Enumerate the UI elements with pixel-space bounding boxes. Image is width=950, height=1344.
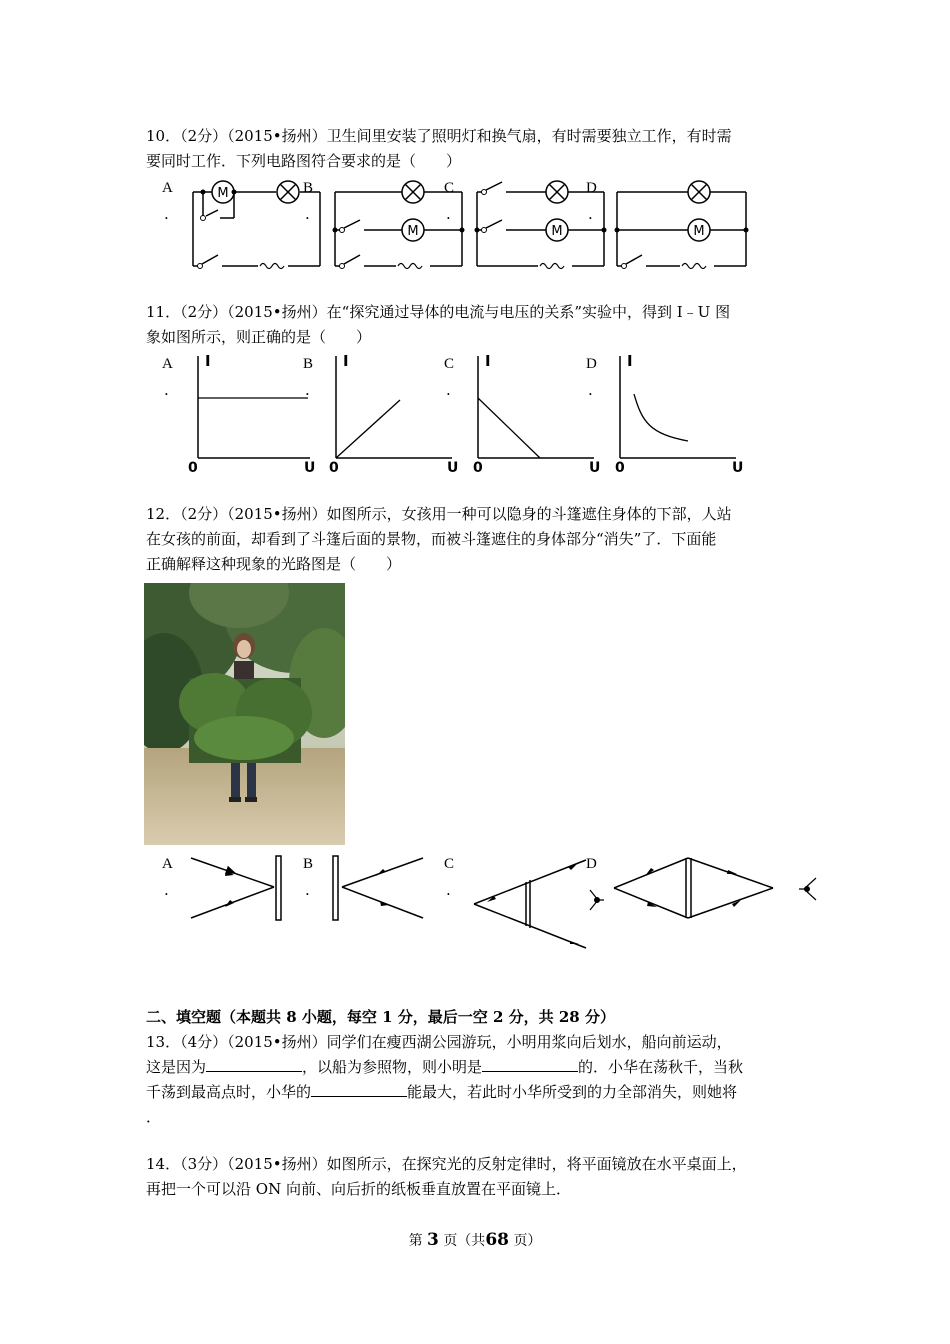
q12-option-a-label: A [162,856,173,872]
page-footer [0,1230,950,1250]
q10-option-b-label: B [303,180,314,196]
q13-text-2c: 的．小华在荡秋千，当秋 [578,1058,744,1076]
q11-graph-c [468,350,603,475]
q11-b-x-label: U [447,460,459,475]
q14-stem [146,1152,806,1202]
footer-total-pages: 68 [485,1230,509,1250]
q12-light-path-c [468,852,598,950]
q13-text-2b: ，以船为参照物，则小明是 [302,1058,483,1076]
q11-stem [146,300,806,350]
q13-blank-2[interactable] [482,1056,578,1072]
q12-option-b-label: B [303,856,314,872]
q11-a-origin: 0 [188,460,198,475]
q10-option-d-dot: . [588,205,593,223]
q10-option-a-label: A [162,180,173,196]
q13-text-3b: 能最大，若此时小华所受到的力全部消失，则她将 [407,1083,738,1101]
invisibility-cloak-photo [144,583,345,845]
q12-line2: 在女孩的前面，却看到了斗篷后面的景物，而被斗篷遮住的身体部分“消失”了．下面能 [146,530,717,548]
q13-line1: 13．（4分）（2015•扬州）同学们在瘦西湖公园游玩，小明用浆向后划水，船向前运动， [146,1033,732,1051]
q11-b-y-label: I [343,352,349,370]
footer-prefix: 第 [408,1233,423,1249]
q10-circuit-c [472,180,612,270]
q11-a-x-label: U [304,460,316,475]
q14-line2: 再把一个可以沿 ON 向前、向后折的纸板垂直放置在平面镜上． [146,1180,571,1198]
q11-option-b-label: B [303,356,314,372]
q12-stem [146,502,806,577]
q10-option-a-dot: . [164,205,169,223]
q11-d-x-label: U [732,460,744,475]
q11-graph-d [610,350,745,475]
q11-option-a-label: A [162,356,173,372]
q12-line3: 正确解释这种现象的光路图是（ ） [146,555,402,573]
q11-graph-b [326,350,461,475]
q11-option-c-label: C [444,356,455,372]
q14-line1: 14．（3分）（2015•扬州）如图所示，在探究光的反射定律时，将平面镜放在水平桌面上， [146,1155,747,1173]
q11-graph-a [186,350,316,475]
q10-option-b-dot: . [305,205,310,223]
eye-icon-d [796,874,822,904]
q11-option-d-dot: . [588,381,593,399]
q10-circuit-d [612,180,752,270]
q11-option-b-dot: . [305,381,310,399]
q12-option-c-label: C [444,856,455,872]
q10-b-motor-label: M [407,224,419,239]
q11-option-d-label: D [586,356,597,372]
q13-blank-3[interactable] [311,1081,407,1097]
q11-c-x-label: U [589,460,601,475]
q10-option-c-label: C [444,180,455,196]
q11-option-a-dot: . [164,381,169,399]
q12-light-path-d [608,852,778,924]
q11-line2: 象如图所示，则正确的是（ ） [146,328,372,346]
q10-option-c-dot: . [446,205,451,223]
q11-d-origin: 0 [615,460,625,475]
q13-stem [146,1030,806,1130]
q10-a-motor-label: M [217,186,229,201]
eye-icon-c [586,884,608,914]
q13-blank-1[interactable] [206,1056,302,1072]
q11-c-y-label: I [485,352,491,370]
q11-c-origin: 0 [473,460,483,475]
footer-suffix: 页） [513,1233,542,1249]
q11-line1: 11．（2分）（2015•扬州）在“探究通过导体的电流与电压的关系”实验中，得到 I﹣U 图 [146,303,731,321]
section-2-title: 二、填空题（本题共 8 小题，每空 1 分，最后一空 2 分，共 28 分） [146,1008,615,1026]
q13-line2 [146,1055,806,1080]
footer-page-number: 3 [427,1230,439,1250]
q12-option-b-dot: . [305,881,310,899]
q10-circuit-b [330,180,470,270]
q13-line3 [146,1080,806,1105]
q10-stem [146,124,806,174]
q12-light-path-b [328,852,428,924]
q10-d-motor-label: M [693,224,705,239]
q10-line2: 要同时工作．下列电路图符合要求的是（ ） [146,152,462,170]
q12-option-d-label: D [586,856,597,872]
q13-text-2a: 这是因为 [146,1058,207,1076]
q11-a-y-label: I [205,352,211,370]
q12-option-c-dot: . [446,881,451,899]
q12-line1: 12．（2分）（2015•扬州）如图所示，女孩用一种可以隐身的斗篷遮住身体的下部，人站 [146,505,732,523]
q10-line1: 10．（2分）（2015•扬州）卫生间里安装了照明灯和换气扇，有时需要独立工作，有时需 [146,127,732,145]
q12-light-path-a [186,852,296,924]
q13-text-3a: 千荡到最高点时，小华的 [146,1083,312,1101]
q11-option-c-dot: . [446,381,451,399]
q12-option-a-dot: . [164,881,169,899]
q10-option-d-label: D [586,180,597,196]
footer-middle: 页（共 [443,1233,486,1249]
q11-d-y-label: I [627,352,633,370]
q13-line4: ． [146,1108,162,1126]
q10-c-motor-label: M [551,224,563,239]
q10-circuit-a [188,180,328,270]
q11-b-origin: 0 [329,460,339,475]
